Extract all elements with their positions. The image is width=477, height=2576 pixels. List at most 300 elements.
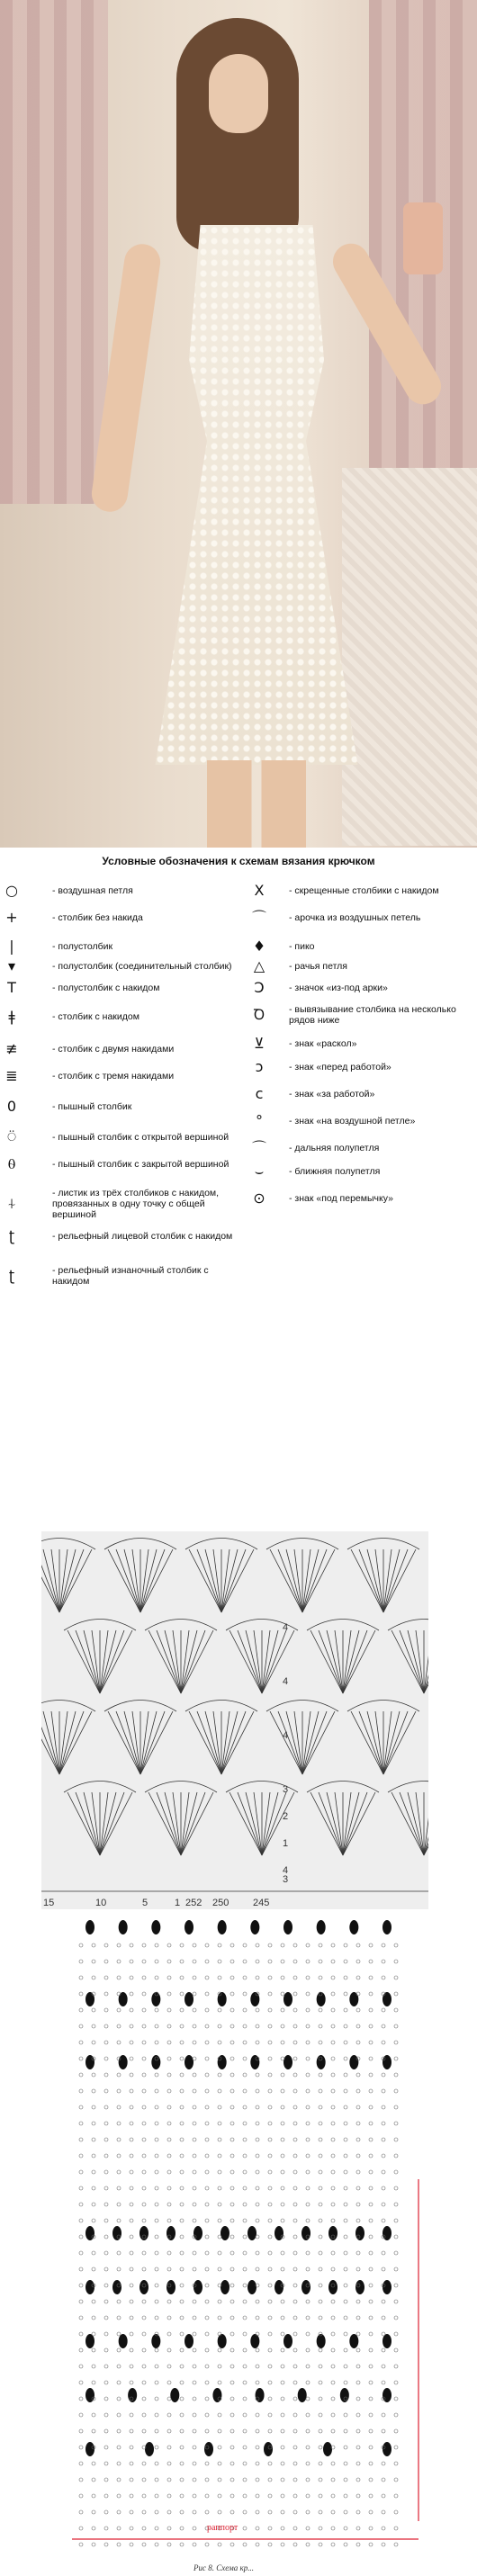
chain-stitch bbox=[218, 2267, 221, 2271]
picot-icon: ♦ bbox=[252, 938, 266, 955]
chain-stitch bbox=[293, 2332, 297, 2336]
chain-stitch bbox=[319, 2300, 322, 2303]
chain-stitch bbox=[79, 2348, 83, 2352]
chain-stitch bbox=[130, 2267, 133, 2271]
chain-stitch bbox=[167, 2365, 171, 2368]
chain-stitch bbox=[331, 2316, 335, 2320]
chain-stitch bbox=[142, 2073, 146, 2077]
chain-stitch bbox=[394, 2251, 398, 2255]
chain-stitch bbox=[155, 2413, 158, 2417]
chain-stitch bbox=[205, 2300, 209, 2303]
chain-stitch bbox=[167, 2543, 171, 2546]
chain-stitch bbox=[180, 2235, 184, 2239]
leaf-stitch bbox=[184, 1992, 194, 2006]
chain-stitch bbox=[79, 2203, 83, 2206]
chain-stitch bbox=[155, 2219, 158, 2222]
chain-stitch bbox=[369, 1943, 373, 1947]
chain-stitch bbox=[167, 2348, 171, 2352]
chain-stitch bbox=[344, 2170, 347, 2174]
chain-stitch bbox=[130, 2332, 133, 2336]
chain-stitch bbox=[243, 2413, 247, 2417]
chain-stitch bbox=[167, 2332, 171, 2336]
chain-stitch bbox=[155, 1943, 158, 1947]
chain-stitch bbox=[180, 2089, 184, 2093]
chain-stitch bbox=[319, 2267, 322, 2271]
chain-stitch bbox=[356, 2494, 360, 2498]
legend-label: - значок «из-под арки» bbox=[289, 983, 388, 993]
legend-item bbox=[0, 1042, 241, 1056]
back-loop-icon: ⌒ bbox=[251, 1139, 266, 1156]
chain-stitch bbox=[369, 2251, 373, 2255]
fan-motif bbox=[347, 1539, 419, 1613]
chain-stitch bbox=[319, 2429, 322, 2433]
chain-stitch bbox=[331, 2429, 335, 2433]
crochet-chart-1 bbox=[41, 1531, 428, 1909]
double-treble-icon: ≣ bbox=[5, 1067, 18, 1084]
chain-stitch bbox=[92, 2429, 95, 2433]
chain-stitch bbox=[180, 2138, 184, 2141]
chain-stitch bbox=[180, 2381, 184, 2384]
chain-stitch bbox=[306, 2251, 310, 2255]
chain-stitch bbox=[331, 2462, 335, 2465]
leaf-stitch bbox=[170, 2388, 179, 2402]
chain-stitch bbox=[104, 2138, 108, 2141]
chain-stitch bbox=[142, 1992, 146, 1996]
chain-stitch bbox=[281, 2024, 284, 2028]
chain-stitch bbox=[256, 2122, 259, 2125]
chain-stitch bbox=[167, 2089, 171, 2093]
legend-item bbox=[0, 939, 241, 954]
chain-stitch bbox=[230, 2446, 234, 2449]
leaf-stitch bbox=[382, 2334, 392, 2348]
chain-stitch bbox=[293, 2413, 297, 2417]
chain-stitch bbox=[218, 2041, 221, 2044]
legend-item bbox=[248, 939, 469, 954]
chain-stitch bbox=[167, 2122, 171, 2125]
chain-stitch bbox=[293, 2041, 297, 2044]
chain-stitch bbox=[243, 2494, 247, 2498]
chain-stitch bbox=[369, 2122, 373, 2125]
chain-stitch bbox=[268, 1960, 272, 1963]
chain-stitch bbox=[243, 1943, 247, 1947]
chain-stitch bbox=[344, 1976, 347, 1979]
chain-stitch bbox=[117, 2203, 121, 2206]
chain-stitch bbox=[218, 2219, 221, 2222]
chain-stitch bbox=[243, 2267, 247, 2271]
chain-stitch bbox=[268, 2186, 272, 2190]
chain-stitch bbox=[155, 2122, 158, 2125]
chain-stitch bbox=[268, 2251, 272, 2255]
chain-stitch bbox=[92, 2348, 95, 2352]
chain-stitch bbox=[155, 2397, 158, 2401]
under-arch-icon: Ͻ bbox=[254, 979, 265, 996]
chain-stitch bbox=[356, 1943, 360, 1947]
chain-stitch bbox=[243, 2041, 247, 2044]
chain-stitch bbox=[130, 2154, 133, 2158]
chain-stitch bbox=[92, 2186, 95, 2190]
chain-stitch bbox=[306, 2073, 310, 2077]
chain-stitch bbox=[394, 2446, 398, 2449]
chain-stitch bbox=[142, 2154, 146, 2158]
chain-stitch bbox=[92, 2381, 95, 2384]
chain-stitch bbox=[117, 2267, 121, 2271]
chain-stitch bbox=[180, 2203, 184, 2206]
chain-stitch bbox=[256, 2446, 259, 2449]
chain-stitch bbox=[356, 2365, 360, 2368]
chain-stitch bbox=[104, 2186, 108, 2190]
legend bbox=[0, 848, 477, 1531]
chain-stitch bbox=[193, 1976, 196, 1979]
chain-stitch bbox=[394, 2332, 398, 2336]
leaf-stitch bbox=[145, 2442, 154, 2456]
chain-stitch bbox=[281, 2089, 284, 2093]
legend-item bbox=[0, 981, 241, 995]
chain-stitch bbox=[155, 2041, 158, 2044]
chain-stitch bbox=[356, 2122, 360, 2125]
chain-stitch bbox=[142, 2057, 146, 2060]
chain-stitch bbox=[369, 2284, 373, 2287]
chain-stitch bbox=[268, 2478, 272, 2482]
chain-stitch bbox=[293, 1943, 297, 1947]
chain-stitch bbox=[356, 2251, 360, 2255]
chain-stitch bbox=[268, 2122, 272, 2125]
fan-motif bbox=[104, 1701, 176, 1775]
chain-stitch bbox=[130, 1960, 133, 1963]
chain-stitch bbox=[394, 2186, 398, 2190]
chain-stitch bbox=[104, 2300, 108, 2303]
chain-stitch bbox=[369, 2041, 373, 2044]
chain-stitch bbox=[117, 2041, 121, 2044]
crochet-dress bbox=[144, 225, 369, 765]
chain-stitch bbox=[142, 2024, 146, 2028]
legend-item bbox=[248, 1164, 469, 1179]
chain-stitch bbox=[331, 2251, 335, 2255]
chain-stitch bbox=[356, 2413, 360, 2417]
chain-stitch bbox=[104, 1976, 108, 1979]
chart-1-stitch-number: 10 bbox=[95, 1898, 107, 1908]
legend-label: - рельефный изнаночный столбик с накидом bbox=[52, 1265, 209, 1287]
chain-stitch bbox=[218, 2170, 221, 2174]
chain-stitch bbox=[180, 2008, 184, 2012]
chain-stitch bbox=[369, 2170, 373, 2174]
chain-stitch bbox=[382, 2041, 385, 2044]
chain-stitch bbox=[180, 1992, 184, 1996]
chain-stitch bbox=[205, 2267, 209, 2271]
leaf-stitch bbox=[250, 2334, 259, 2348]
puff-stitch-icon: 0 bbox=[6, 1098, 17, 1115]
chain-stitch bbox=[331, 2057, 335, 2060]
chain-stitch bbox=[117, 2251, 121, 2255]
chain-stitch bbox=[344, 2381, 347, 2384]
chain-stitch bbox=[142, 2008, 146, 2012]
chain-stitch bbox=[281, 2203, 284, 2206]
chain-stitch bbox=[356, 2105, 360, 2109]
legend-label: - знак «за работой» bbox=[289, 1089, 375, 1100]
chain-stitch bbox=[79, 2381, 83, 2384]
chain-stitch bbox=[79, 2397, 83, 2401]
chain-stitch bbox=[230, 2024, 234, 2028]
chain-stitch bbox=[382, 2316, 385, 2320]
chain-stitch bbox=[268, 2138, 272, 2141]
chain-stitch bbox=[382, 1976, 385, 1979]
legend-label: - арочка из воздушных петель bbox=[289, 912, 421, 923]
chain-stitch bbox=[142, 2251, 146, 2255]
chain-stitch bbox=[243, 2186, 247, 2190]
chain-stitch bbox=[394, 2024, 398, 2028]
chain-stitch bbox=[155, 2251, 158, 2255]
chain-stitch bbox=[117, 2478, 121, 2482]
chain-stitch bbox=[319, 2365, 322, 2368]
chain-stitch bbox=[193, 2429, 196, 2433]
chain-stitch bbox=[356, 2073, 360, 2077]
chain-stitch bbox=[356, 2041, 360, 2044]
chain-stitch bbox=[104, 2381, 108, 2384]
chain-stitch bbox=[356, 2462, 360, 2465]
chain-stitch bbox=[142, 2203, 146, 2206]
chain-stitch bbox=[382, 2186, 385, 2190]
chain-stitch bbox=[256, 2170, 259, 2174]
chain-stitch bbox=[155, 2073, 158, 2077]
chain-stitch bbox=[281, 2332, 284, 2336]
chain-stitch bbox=[167, 2413, 171, 2417]
chain-stitch bbox=[319, 2186, 322, 2190]
chain-stitch bbox=[205, 2332, 209, 2336]
leaf-stitch bbox=[349, 1992, 358, 2006]
chain-stitch bbox=[256, 2251, 259, 2255]
phone bbox=[403, 202, 443, 274]
chain-stitch bbox=[256, 1976, 259, 1979]
chain-stitch bbox=[117, 2348, 121, 2352]
chain-stitch bbox=[293, 2300, 297, 2303]
chain-stitch bbox=[155, 2138, 158, 2141]
chain-stitch bbox=[117, 2510, 121, 2514]
chain-stitch bbox=[155, 2478, 158, 2482]
legend-label: - пико bbox=[289, 941, 315, 952]
chain-stitch bbox=[79, 2413, 83, 2417]
chain-stitch bbox=[243, 2024, 247, 2028]
chain-stitch bbox=[230, 2300, 234, 2303]
chain-stitch bbox=[293, 2365, 297, 2368]
chart-2-svg bbox=[0, 1909, 477, 2576]
chain-stitch bbox=[319, 2170, 322, 2174]
chain-stitch bbox=[319, 2024, 322, 2028]
chain-stitch bbox=[230, 2510, 234, 2514]
chain-stitch bbox=[356, 2170, 360, 2174]
leaf-stitch bbox=[119, 1920, 128, 1934]
chain-stitch bbox=[256, 1960, 259, 1963]
chain-stitch bbox=[306, 2365, 310, 2368]
chain-stitch bbox=[104, 2510, 108, 2514]
chain-stitch bbox=[104, 2089, 108, 2093]
chain-stitch bbox=[382, 2527, 385, 2530]
chain-stitch bbox=[306, 2267, 310, 2271]
chain-stitch bbox=[306, 2170, 310, 2174]
chain-stitch bbox=[205, 2073, 209, 2077]
chain-stitch bbox=[104, 2543, 108, 2546]
chain-stitch bbox=[155, 2105, 158, 2109]
chain-stitch bbox=[230, 2462, 234, 2465]
chart-1-row-number: 4 bbox=[283, 1865, 289, 1876]
chain-stitch bbox=[130, 2316, 133, 2320]
chain-stitch bbox=[218, 2348, 221, 2352]
chain-stitch bbox=[382, 2494, 385, 2498]
chain-stitch bbox=[243, 2332, 247, 2336]
chain-stitch bbox=[193, 2332, 196, 2336]
chain-stitch bbox=[104, 2024, 108, 2028]
chain-stitch bbox=[293, 2316, 297, 2320]
chain-stitch bbox=[117, 2105, 121, 2109]
chain-stitch bbox=[104, 1943, 108, 1947]
chain-stitch bbox=[382, 2008, 385, 2012]
chain-stitch bbox=[155, 2267, 158, 2271]
chain-stitch bbox=[331, 2170, 335, 2174]
chain-stitch bbox=[319, 2122, 322, 2125]
chain-stitch bbox=[394, 2397, 398, 2401]
chain-stitch bbox=[306, 2510, 310, 2514]
chain-stitch bbox=[130, 2235, 133, 2239]
chain-stitch bbox=[256, 2024, 259, 2028]
chain-stitch bbox=[344, 2024, 347, 2028]
chart-1-row-number: 3 bbox=[283, 1874, 289, 1885]
chain-stitch bbox=[394, 2413, 398, 2417]
chain-stitch bbox=[331, 2332, 335, 2336]
chain-stitch bbox=[92, 2219, 95, 2222]
chain-stitch bbox=[104, 2041, 108, 2044]
chain-stitch bbox=[243, 2478, 247, 2482]
chain-stitch bbox=[193, 1960, 196, 1963]
chain-stitch bbox=[79, 2186, 83, 2190]
chart-1-stitch-number: 15 bbox=[43, 1898, 55, 1908]
chain-stitch bbox=[230, 2203, 234, 2206]
chain-stitch bbox=[243, 2122, 247, 2125]
chain-stitch bbox=[92, 2365, 95, 2368]
chain-stitch bbox=[104, 2170, 108, 2174]
chain-stitch bbox=[130, 2057, 133, 2060]
chain-stitch bbox=[167, 2429, 171, 2433]
chain-stitch bbox=[344, 2543, 347, 2546]
chain-stitch bbox=[142, 2510, 146, 2514]
chain-stitch bbox=[92, 2251, 95, 2255]
chain-stitch bbox=[79, 2138, 83, 2141]
leaf-stitch bbox=[86, 2388, 94, 2402]
chain-stitch bbox=[319, 2284, 322, 2287]
chain-stitch bbox=[117, 2316, 121, 2320]
legend-label: - знак «под перемычку» bbox=[289, 1193, 393, 1204]
chain-stitch bbox=[130, 2251, 133, 2255]
chain-stitch bbox=[306, 2057, 310, 2060]
chain-stitch bbox=[205, 2089, 209, 2093]
leaf-stitch bbox=[382, 2388, 392, 2402]
chain-stitch bbox=[356, 2348, 360, 2352]
chain-stitch bbox=[281, 2543, 284, 2546]
chain-stitch bbox=[356, 2316, 360, 2320]
chain-stitch bbox=[243, 1960, 247, 1963]
chain-stitch bbox=[79, 2073, 83, 2077]
chain-stitch bbox=[230, 1976, 234, 1979]
chain-stitch bbox=[79, 2105, 83, 2109]
leaf-stitch bbox=[284, 2334, 292, 2348]
chain-stitch bbox=[180, 1943, 184, 1947]
chain-stitch bbox=[268, 1992, 272, 1996]
chain-stitch bbox=[331, 2348, 335, 2352]
leaf-stitch bbox=[284, 1992, 292, 2006]
chain-stitch bbox=[256, 1943, 259, 1947]
chain-stitch bbox=[79, 1992, 83, 1996]
chain-stitch bbox=[193, 2478, 196, 2482]
legend-item bbox=[0, 1130, 241, 1144]
chain-stitch bbox=[306, 2316, 310, 2320]
chain-stitch bbox=[243, 2219, 247, 2222]
chain-stitch bbox=[293, 2154, 297, 2158]
chain-stitch bbox=[117, 2527, 121, 2530]
chain-stitch bbox=[218, 2429, 221, 2433]
chain-stitch bbox=[218, 1960, 221, 1963]
chain-stitch bbox=[369, 2024, 373, 2028]
front-loop-icon: ⌣ bbox=[254, 1162, 265, 1180]
chain-stitch bbox=[243, 2235, 247, 2239]
chain-stitch bbox=[104, 2413, 108, 2417]
chain-stitch bbox=[205, 1943, 209, 1947]
chain-stitch bbox=[117, 2186, 121, 2190]
legend-label: - пышный столбик с открытой вершиной bbox=[52, 1132, 230, 1143]
chain-stitch bbox=[394, 2008, 398, 2012]
fan-motif bbox=[185, 1539, 257, 1613]
chain-stitch bbox=[104, 2494, 108, 2498]
legend-item bbox=[248, 1141, 469, 1155]
chain-stitch bbox=[281, 1943, 284, 1947]
chain-stitch bbox=[382, 2089, 385, 2093]
chain-stitch bbox=[205, 2316, 209, 2320]
chain-stitch bbox=[167, 1960, 171, 1963]
chain-stitch bbox=[142, 2316, 146, 2320]
chain-stitch bbox=[92, 2510, 95, 2514]
chain-stitch bbox=[256, 2186, 259, 2190]
legend-item bbox=[0, 1265, 241, 1287]
chain-stitch bbox=[243, 2073, 247, 2077]
chain-stitch bbox=[344, 2284, 347, 2287]
chain-stitch bbox=[92, 2527, 95, 2530]
chain-stitch bbox=[243, 2251, 247, 2255]
chain-stitch bbox=[79, 2365, 83, 2368]
chain-stitch bbox=[256, 2527, 259, 2530]
chain-stitch bbox=[256, 2105, 259, 2109]
chain-stitch bbox=[306, 1943, 310, 1947]
chain-stitch bbox=[117, 1943, 121, 1947]
chain-stitch bbox=[394, 2284, 398, 2287]
chain-stitch bbox=[306, 2041, 310, 2044]
chain-stitch bbox=[382, 2429, 385, 2433]
chain-stitch bbox=[394, 2381, 398, 2384]
legend-label: - рельефный лицевой столбик с накидом bbox=[52, 1231, 233, 1242]
chain-stitch bbox=[281, 1960, 284, 1963]
chain-stitch bbox=[193, 2462, 196, 2465]
chain-stitch bbox=[167, 2170, 171, 2174]
chain-stitch bbox=[167, 2219, 171, 2222]
chain-stitch bbox=[243, 2300, 247, 2303]
chain-stitch bbox=[104, 1992, 108, 1996]
chain-stitch bbox=[130, 2138, 133, 2141]
chain-stitch bbox=[230, 2057, 234, 2060]
chain-stitch bbox=[180, 2413, 184, 2417]
chain-stitch bbox=[167, 2138, 171, 2141]
chain-stitch bbox=[319, 2105, 322, 2109]
chain-stitch bbox=[193, 2397, 196, 2401]
chain-stitch bbox=[344, 1960, 347, 1963]
chain-stitch bbox=[193, 2510, 196, 2514]
legend-item bbox=[0, 959, 241, 974]
chain-stitch bbox=[155, 2186, 158, 2190]
chain-stitch bbox=[167, 2381, 171, 2384]
